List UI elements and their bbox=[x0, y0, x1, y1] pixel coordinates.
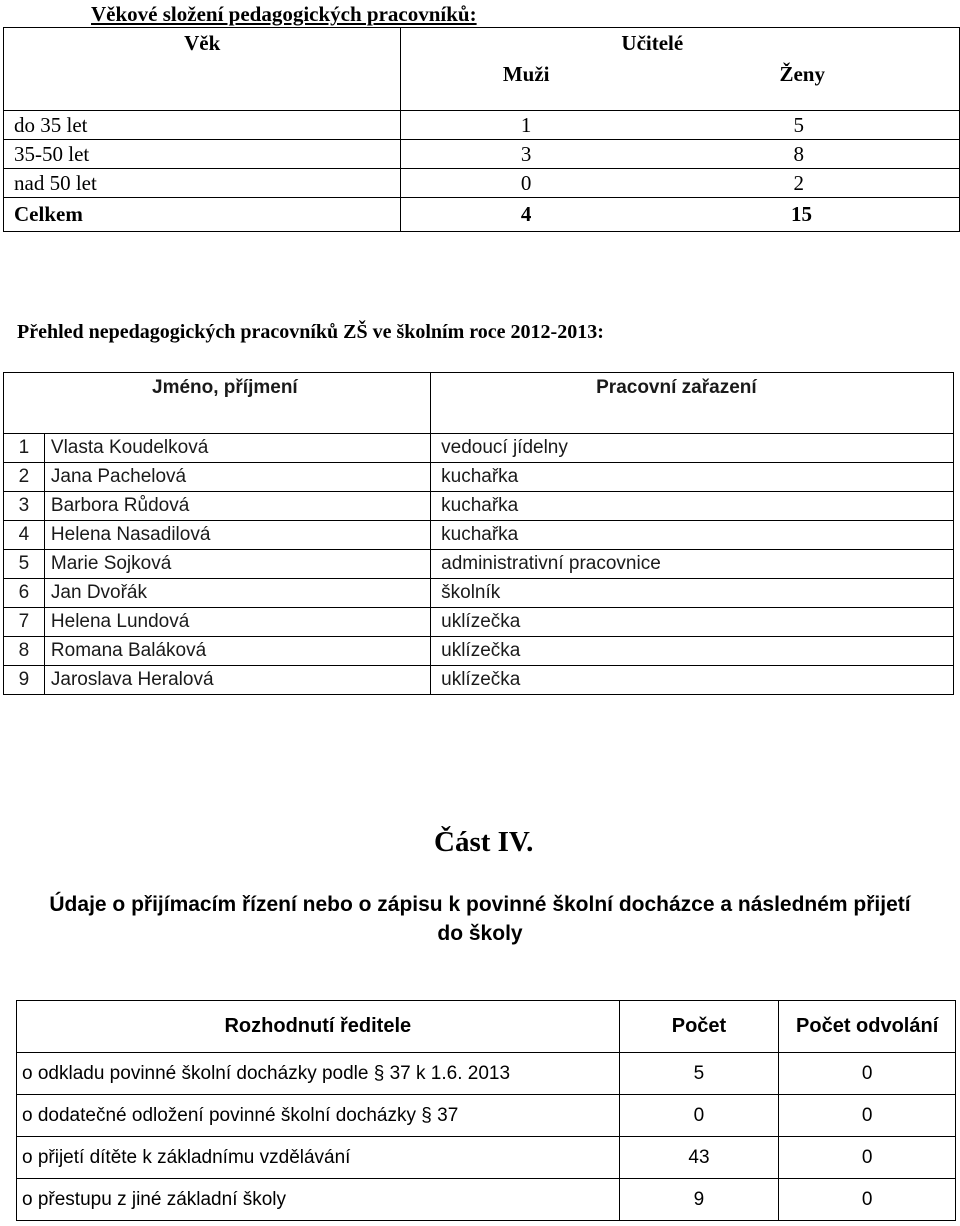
admission-heading-line: Údaje o přijímacím řízení nebo o zápisu k povinné školní docházce a následném přijetí bbox=[49, 893, 911, 916]
staff-position: školník bbox=[431, 579, 954, 608]
staff-position: uklízečka bbox=[431, 608, 954, 637]
row-number: 6 bbox=[4, 579, 45, 608]
staff-position: kuchařka bbox=[431, 492, 954, 521]
decision-label: o přijetí dítěte k základnímu vzdělávání bbox=[17, 1137, 620, 1179]
age-column-header: Věk bbox=[4, 28, 401, 59]
decision-count: 9 bbox=[619, 1179, 779, 1221]
position-column-header: Pracovní zařazení bbox=[431, 373, 954, 434]
women-count: 5 bbox=[551, 111, 960, 140]
men-column-header: Muži bbox=[401, 58, 551, 90]
staff-position: kuchařka bbox=[431, 463, 954, 492]
table-row bbox=[4, 434, 954, 463]
table-row bbox=[4, 579, 954, 608]
age-section-title: Věkové složení pedagogických pracovníků: bbox=[91, 2, 477, 26]
total-label: Celkem bbox=[4, 198, 401, 232]
decision-count: 43 bbox=[619, 1137, 779, 1179]
appeal-count: 0 bbox=[779, 1053, 956, 1095]
women-count: 8 bbox=[551, 140, 960, 169]
table-row bbox=[4, 169, 960, 198]
age-table bbox=[3, 27, 960, 232]
appeal-count: 0 bbox=[779, 1095, 956, 1137]
decision-count: 5 bbox=[619, 1053, 779, 1095]
staff-name: Barbora Růdová bbox=[44, 492, 430, 521]
admission-table bbox=[16, 1000, 956, 1221]
table-row bbox=[4, 492, 954, 521]
row-number: 7 bbox=[4, 608, 45, 637]
appeal-count: 0 bbox=[779, 1137, 956, 1179]
age-table-subheader-row bbox=[4, 58, 960, 90]
women-count: 2 bbox=[551, 169, 960, 198]
table-row bbox=[4, 608, 954, 637]
men-count: 1 bbox=[401, 111, 551, 140]
staff-table bbox=[3, 372, 954, 695]
admission-heading-line: do školy bbox=[437, 922, 523, 945]
decision-label: o odkladu povinné školní docházky podle § 37 k 1.6. 2013 bbox=[17, 1053, 620, 1095]
staff-table-header-row bbox=[4, 373, 954, 434]
men-count: 0 bbox=[401, 169, 551, 198]
table-row bbox=[4, 463, 954, 492]
appeal-count: 0 bbox=[779, 1179, 956, 1221]
age-group-label: 35-50 let bbox=[4, 140, 401, 169]
decision-count: 0 bbox=[619, 1095, 779, 1137]
decision-column-header: Rozhodnutí ředitele bbox=[17, 1001, 620, 1053]
part-iv-title: Část IV. bbox=[434, 826, 534, 858]
table-row bbox=[17, 1095, 956, 1137]
staff-section-title: Přehled nepedagogických pracovníků ZŠ ve školním roce 2012-2013: bbox=[17, 321, 604, 343]
age-group-label: nad 50 let bbox=[4, 169, 401, 198]
age-group-label: do 35 let bbox=[4, 111, 401, 140]
table-row bbox=[4, 550, 954, 579]
count-column-header: Počet bbox=[619, 1001, 779, 1053]
staff-position: kuchařka bbox=[431, 521, 954, 550]
table-row bbox=[17, 1137, 956, 1179]
staff-name: Marie Sojková bbox=[44, 550, 430, 579]
staff-position: administrativní pracovnice bbox=[431, 550, 954, 579]
staff-name: Jaroslava Heralová bbox=[44, 666, 430, 695]
appeals-column-header: Počet odvolání bbox=[779, 1001, 956, 1053]
table-row bbox=[4, 521, 954, 550]
table-row bbox=[4, 637, 954, 666]
staff-name: Jana Pachelová bbox=[44, 463, 430, 492]
table-row bbox=[17, 1053, 956, 1095]
row-number: 1 bbox=[4, 434, 45, 463]
row-number: 2 bbox=[4, 463, 45, 492]
men-total: 4 bbox=[401, 198, 551, 232]
total-row bbox=[4, 198, 960, 232]
men-count: 3 bbox=[401, 140, 551, 169]
staff-name: Vlasta Koudelková bbox=[44, 434, 430, 463]
women-total: 15 bbox=[551, 198, 960, 232]
table-row bbox=[4, 111, 960, 140]
table-row bbox=[4, 666, 954, 695]
admission-heading bbox=[0, 890, 960, 948]
decision-label: o přestupu z jiné základní školy bbox=[17, 1179, 620, 1221]
women-column-header: Ženy bbox=[551, 58, 960, 90]
decision-label: o dodatečné odložení povinné školní docházky § 37 bbox=[17, 1095, 620, 1137]
name-column-header: Jméno, příjmení bbox=[4, 373, 431, 434]
admission-table-header-row bbox=[17, 1001, 956, 1053]
staff-position: uklízečka bbox=[431, 637, 954, 666]
table-row bbox=[17, 1179, 956, 1221]
table-row bbox=[4, 140, 960, 169]
staff-name: Romana Baláková bbox=[44, 637, 430, 666]
staff-name: Jan Dvořák bbox=[44, 579, 430, 608]
row-number: 3 bbox=[4, 492, 45, 521]
teachers-column-header: Učitelé bbox=[401, 28, 960, 59]
row-number: 8 bbox=[4, 637, 45, 666]
staff-name: Helena Nasadilová bbox=[44, 521, 430, 550]
staff-position: vedoucí jídelny bbox=[431, 434, 954, 463]
staff-name: Helena Lundová bbox=[44, 608, 430, 637]
row-number: 4 bbox=[4, 521, 45, 550]
age-table-header-row bbox=[4, 28, 960, 59]
row-number: 9 bbox=[4, 666, 45, 695]
staff-position: uklízečka bbox=[431, 666, 954, 695]
row-number: 5 bbox=[4, 550, 45, 579]
